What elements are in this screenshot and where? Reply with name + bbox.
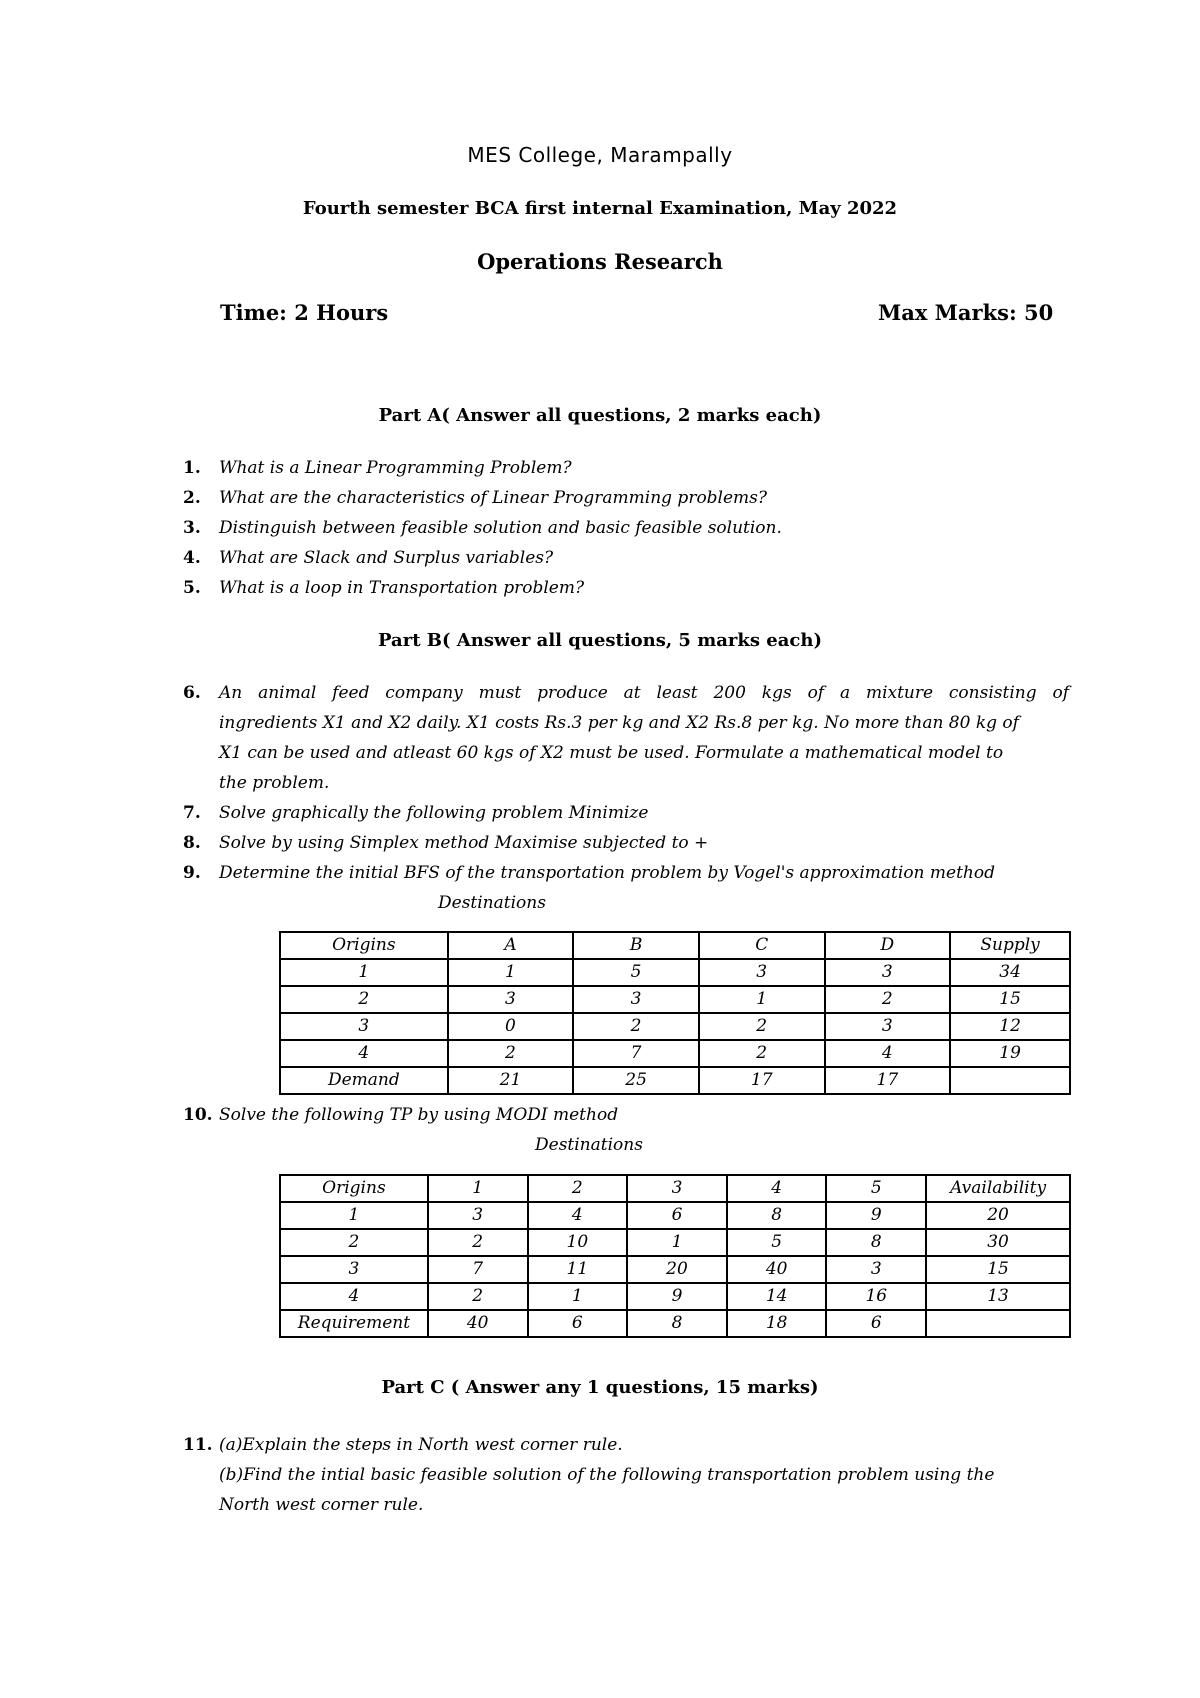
question-number: 5. bbox=[183, 578, 201, 598]
table-cell: 3 bbox=[826, 1256, 926, 1283]
table-cell: 40 bbox=[727, 1256, 827, 1283]
question-number: 6. bbox=[183, 683, 201, 703]
table-cell bbox=[926, 1310, 1070, 1337]
exam-title: Fourth semester BCA first internal Examination, May 2022 bbox=[302, 198, 898, 219]
table-cell: 2 bbox=[825, 986, 951, 1013]
max-marks: Max Marks: 50 bbox=[878, 300, 1054, 325]
part-c-heading: Part C ( Answer any 1 questions, 15 marks) bbox=[381, 1377, 819, 1398]
question-number: 11. bbox=[183, 1435, 213, 1455]
table-cell: 14 bbox=[727, 1283, 827, 1310]
question-text: What are Slack and Surplus variables? bbox=[219, 548, 554, 568]
table-cell: 8 bbox=[826, 1229, 926, 1256]
table-cell: Availability bbox=[926, 1175, 1070, 1202]
table-cell bbox=[950, 1067, 1070, 1094]
table-cell: 2 bbox=[573, 1013, 699, 1040]
table-cell: 3 bbox=[825, 959, 951, 986]
table-header-row bbox=[280, 932, 1070, 959]
table-cell: 3 bbox=[627, 1175, 727, 1202]
table-cell: 2 bbox=[699, 1040, 825, 1067]
table-cell: 3 bbox=[280, 1013, 448, 1040]
destinations-label: Destinations bbox=[535, 1135, 643, 1155]
question-text: What are the characteristics of Linear Programming problems? bbox=[219, 488, 768, 508]
table-cell: 5 bbox=[727, 1229, 827, 1256]
table-cell: 5 bbox=[573, 959, 699, 986]
table-row bbox=[280, 1229, 1070, 1256]
table-cell: 1 bbox=[627, 1229, 727, 1256]
table-cell: 15 bbox=[926, 1256, 1070, 1283]
question-text: What is a loop in Transportation problem? bbox=[219, 578, 585, 598]
table-cell: 4 bbox=[528, 1202, 628, 1229]
table-cell: 1 bbox=[699, 986, 825, 1013]
table-cell: C bbox=[699, 932, 825, 959]
table-cell: 17 bbox=[699, 1067, 825, 1094]
question-number: 9. bbox=[183, 863, 201, 883]
question-11-text bbox=[219, 1430, 1069, 1520]
table-row bbox=[280, 986, 1070, 1013]
table-cell: 6 bbox=[627, 1202, 727, 1229]
table-cell: 7 bbox=[428, 1256, 528, 1283]
table-cell: 3 bbox=[428, 1202, 528, 1229]
table-cell: 5 bbox=[826, 1175, 926, 1202]
table-cell: Origins bbox=[280, 1175, 428, 1202]
table-cell: 2 bbox=[428, 1229, 528, 1256]
table-row bbox=[280, 1067, 1070, 1094]
question-11-line: (a)Explain the steps in North west corner rule. bbox=[219, 1435, 623, 1455]
question-number: 1. bbox=[183, 458, 201, 478]
table-row bbox=[280, 1040, 1070, 1067]
table-cell: 4 bbox=[280, 1283, 428, 1310]
question-number: 8. bbox=[183, 833, 201, 853]
table-cell: 2 bbox=[280, 1229, 428, 1256]
question-text: Solve the following TP by using MODI method bbox=[219, 1105, 619, 1125]
table-cell: Origins bbox=[280, 932, 448, 959]
table-cell: 20 bbox=[926, 1202, 1070, 1229]
table-cell: D bbox=[825, 932, 951, 959]
table-cell: 4 bbox=[825, 1040, 951, 1067]
table-cell: 3 bbox=[825, 1013, 951, 1040]
question-text: Solve graphically the following problem Minimize bbox=[219, 803, 649, 823]
table-row bbox=[280, 1283, 1070, 1310]
table-cell: 3 bbox=[699, 959, 825, 986]
question-6-line: the problem. bbox=[219, 773, 330, 793]
table-cell: 34 bbox=[950, 959, 1070, 986]
part-a-heading: Part A( Answer all questions, 2 marks each) bbox=[378, 405, 822, 426]
table-cell: 2 bbox=[528, 1175, 628, 1202]
table-cell: 1 bbox=[280, 959, 448, 986]
table-cell: 7 bbox=[573, 1040, 699, 1067]
table-cell: 8 bbox=[727, 1202, 827, 1229]
table-cell: 2 bbox=[699, 1013, 825, 1040]
table-cell: 13 bbox=[926, 1283, 1070, 1310]
vogel-transport-table bbox=[279, 931, 1071, 1095]
table-cell: 21 bbox=[448, 1067, 574, 1094]
exam-time: Time: 2 Hours bbox=[220, 300, 389, 325]
question-6-line: ingredients X1 and X2 daily. X1 costs Rs.3 per kg and X2 Rs.8 per kg. No more than 80 kg of bbox=[219, 713, 1019, 733]
table-cell: Supply bbox=[950, 932, 1070, 959]
table-cell: 2 bbox=[428, 1283, 528, 1310]
table-cell: 11 bbox=[528, 1256, 628, 1283]
table-row bbox=[280, 959, 1070, 986]
table-cell: 40 bbox=[428, 1310, 528, 1337]
table-row bbox=[280, 1202, 1070, 1229]
table-cell: 20 bbox=[627, 1256, 727, 1283]
question-text: What is a Linear Programming Problem? bbox=[219, 458, 572, 478]
question-11-line: North west corner rule. bbox=[219, 1495, 424, 1515]
table-cell: 1 bbox=[428, 1175, 528, 1202]
table-row bbox=[280, 1256, 1070, 1283]
table-header-row bbox=[280, 1175, 1070, 1202]
table-cell: 17 bbox=[825, 1067, 951, 1094]
table-cell: A bbox=[448, 932, 574, 959]
table-cell: 12 bbox=[950, 1013, 1070, 1040]
table-cell: 30 bbox=[926, 1229, 1070, 1256]
table-row bbox=[280, 1013, 1070, 1040]
table-cell: 3 bbox=[448, 986, 574, 1013]
table-cell: 16 bbox=[826, 1283, 926, 1310]
question-11-line: (b)Find the intial basic feasible solution of the following transportation problem using the bbox=[219, 1465, 995, 1485]
table-cell: 3 bbox=[573, 986, 699, 1013]
table-cell: 1 bbox=[448, 959, 574, 986]
table-cell: 0 bbox=[448, 1013, 574, 1040]
college-name: MES College, Marampally bbox=[467, 143, 733, 167]
table-cell: 2 bbox=[448, 1040, 574, 1067]
table-cell: 10 bbox=[528, 1229, 628, 1256]
question-text: Solve by using Simplex method Maximise subjected to + bbox=[219, 833, 709, 853]
table-cell: 4 bbox=[727, 1175, 827, 1202]
table-cell: Demand bbox=[280, 1067, 448, 1094]
question-text: Determine the initial BFS of the transportation problem by Vogel's approximation method bbox=[219, 863, 995, 883]
question-number: 10. bbox=[183, 1105, 213, 1125]
question-6-text bbox=[219, 678, 1069, 798]
table-row bbox=[280, 1310, 1070, 1337]
table-cell: 2 bbox=[280, 986, 448, 1013]
modi-transport-table bbox=[279, 1174, 1071, 1338]
table-cell: 6 bbox=[826, 1310, 926, 1337]
destinations-label: Destinations bbox=[438, 893, 546, 913]
table-cell: 19 bbox=[950, 1040, 1070, 1067]
table-cell: Requirement bbox=[280, 1310, 428, 1337]
table-cell: 1 bbox=[280, 1202, 428, 1229]
table-cell: 15 bbox=[950, 986, 1070, 1013]
part-b-heading: Part B( Answer all questions, 5 marks each) bbox=[378, 630, 822, 651]
question-number: 7. bbox=[183, 803, 201, 823]
table-cell: B bbox=[573, 932, 699, 959]
question-6-line: X1 can be used and atleast 60 kgs of X2 must be used. Formulate a mathematical model to bbox=[219, 743, 1004, 763]
table-cell: 3 bbox=[280, 1256, 428, 1283]
table-cell: 9 bbox=[627, 1283, 727, 1310]
table-cell: 1 bbox=[528, 1283, 628, 1310]
question-number: 4. bbox=[183, 548, 201, 568]
question-number: 2. bbox=[183, 488, 201, 508]
subject-title: Operations Research bbox=[477, 249, 723, 274]
table-cell: 9 bbox=[826, 1202, 926, 1229]
question-number: 3. bbox=[183, 518, 201, 538]
table-cell: 18 bbox=[727, 1310, 827, 1337]
table-cell: 6 bbox=[528, 1310, 628, 1337]
question-6-line: An animal feed company must produce at least 200 kgs of a mixture consisting of bbox=[219, 683, 1069, 703]
question-text: Distinguish between feasible solution and basic feasible solution. bbox=[219, 518, 782, 538]
table-cell: 25 bbox=[573, 1067, 699, 1094]
table-cell: 4 bbox=[280, 1040, 448, 1067]
table-cell: 8 bbox=[627, 1310, 727, 1337]
